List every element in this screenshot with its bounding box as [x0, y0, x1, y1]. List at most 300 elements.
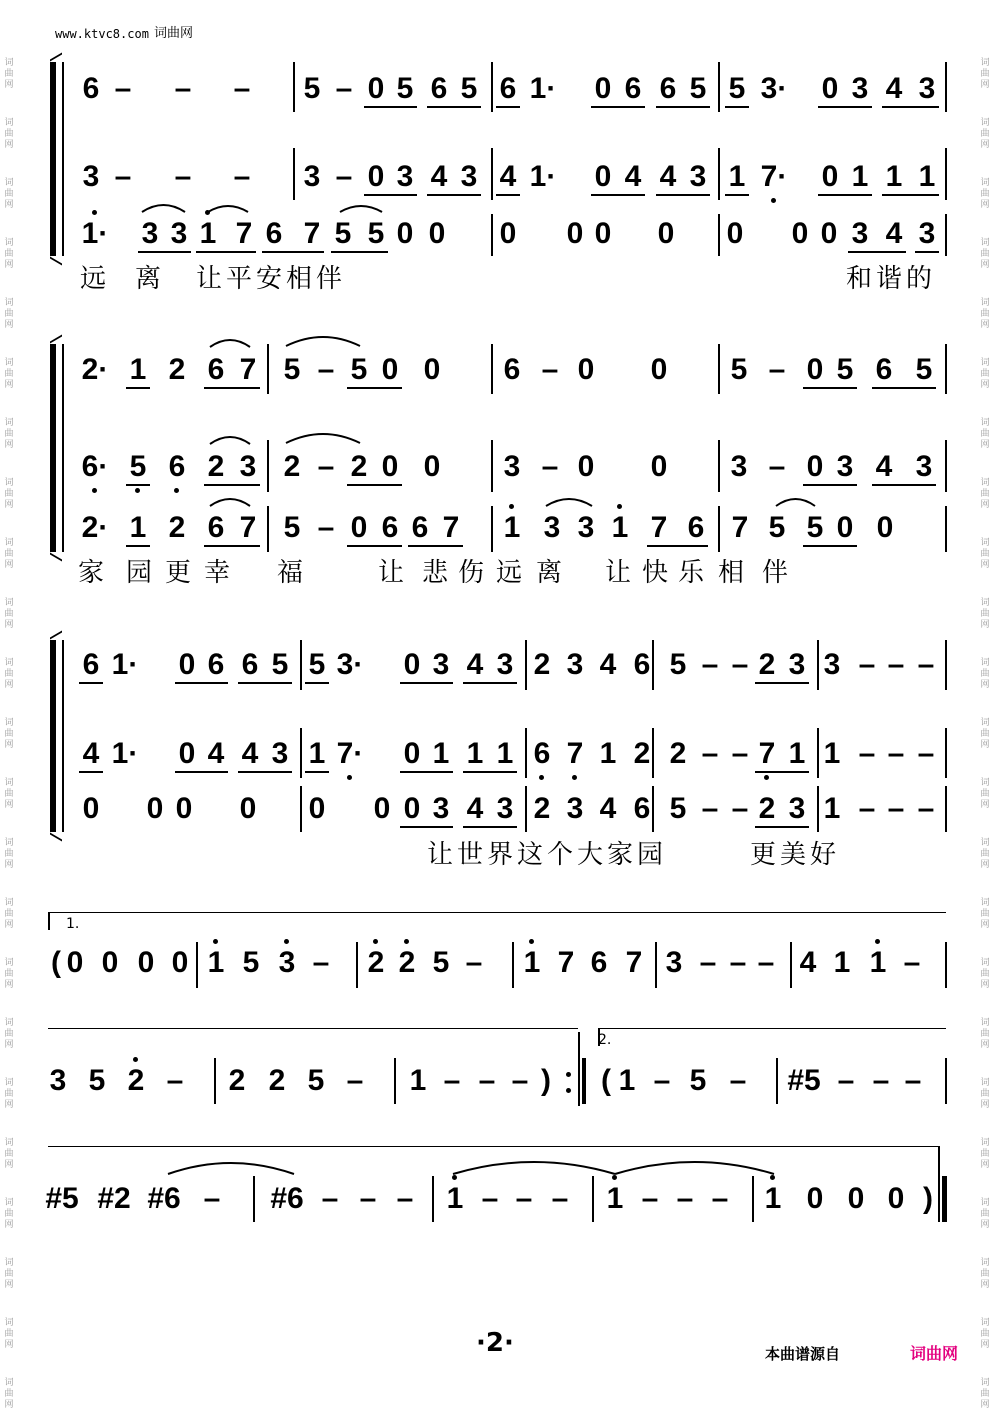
underline-beam	[496, 194, 520, 196]
underline-beam	[803, 484, 857, 486]
note-symbol: 2	[367, 946, 385, 979]
side-watermark: 词 曲 网	[4, 1318, 14, 1350]
note-symbol: –	[711, 1182, 729, 1215]
note-symbol: –	[335, 72, 353, 105]
note-symbol: 6	[533, 737, 551, 770]
bar-line	[196, 942, 198, 988]
note-symbol: 2	[268, 1064, 286, 1097]
bar-line	[652, 728, 654, 778]
note-symbol: –	[904, 1064, 922, 1097]
note-symbol: –	[729, 1064, 747, 1097]
lyric-text: 让	[605, 558, 636, 588]
side-watermark: 词 曲 网	[980, 238, 990, 270]
note-symbol: –	[731, 648, 749, 681]
bar-line	[945, 640, 947, 690]
note-symbol: 2	[633, 737, 651, 770]
bar-line	[718, 214, 720, 256]
bar-line	[945, 942, 947, 988]
note-symbol: 3	[432, 648, 450, 681]
note-symbol: 2	[758, 792, 776, 825]
note-symbol: 2	[168, 511, 186, 544]
underline-beam	[818, 194, 872, 196]
high-octave-dot	[875, 939, 880, 944]
note-symbol: 1	[611, 511, 629, 544]
bar-line	[945, 1058, 947, 1104]
bar-line	[300, 786, 302, 832]
note-symbol: 2	[168, 353, 186, 386]
note-symbol: 5	[308, 648, 326, 681]
side-watermark: 词 曲 网	[4, 598, 14, 630]
note-symbol: 0	[101, 946, 119, 979]
note-symbol: 5	[730, 353, 748, 386]
low-octave-dot	[539, 775, 544, 780]
underline-beam	[591, 106, 645, 108]
lyric-text: 快	[642, 558, 673, 588]
high-octave-dot	[529, 939, 534, 944]
note-symbol: 1	[523, 946, 541, 979]
slur-mark	[208, 206, 248, 212]
note-symbol: 5	[669, 792, 687, 825]
underline-beam	[347, 387, 402, 389]
underline-beam	[79, 682, 103, 684]
note-symbol: 2	[758, 648, 776, 681]
note-symbol: 0	[178, 737, 196, 770]
lyric-text: 家	[78, 558, 109, 588]
side-watermark: 词 曲 网	[980, 418, 990, 450]
note-symbol: 6	[659, 72, 677, 105]
side-watermark: 词 曲 网	[980, 178, 990, 210]
underline-beam	[656, 194, 710, 196]
note-symbol: 1	[918, 160, 936, 193]
note-symbol: 7	[650, 511, 668, 544]
note-symbol: 0	[367, 72, 385, 105]
note-symbol: 3	[82, 160, 100, 193]
low-octave-dot	[174, 488, 179, 493]
slur-mark	[210, 437, 250, 444]
note-symbol: 5	[689, 72, 707, 105]
note-symbol: 6·	[81, 450, 109, 483]
underline-beam	[347, 545, 402, 547]
bar-line	[267, 440, 269, 492]
underline-beam	[872, 484, 936, 486]
note-symbol: 7	[566, 737, 584, 770]
note-symbol: 3	[577, 511, 595, 544]
note-symbol: –	[321, 1182, 339, 1215]
note-symbol: 1·	[111, 648, 139, 681]
note-symbol: 3	[665, 946, 683, 979]
note-symbol: –	[653, 1064, 671, 1097]
note-symbol: 5	[836, 353, 854, 386]
lyric-text: 让	[378, 558, 409, 588]
note-symbol: )	[541, 1064, 551, 1097]
underline-beam	[305, 771, 329, 773]
note-symbol: 5	[350, 353, 368, 386]
note-symbol: 0	[594, 72, 612, 105]
side-watermark: 词 曲 网	[4, 298, 14, 330]
underline-beam	[872, 387, 936, 389]
note-symbol: 6	[875, 353, 893, 386]
bar-line	[267, 344, 269, 394]
note-symbol: –	[768, 450, 786, 483]
note-symbol: 4	[499, 160, 517, 193]
slur-mark	[142, 205, 185, 212]
note-symbol: 7	[239, 353, 257, 386]
low-octave-dot	[572, 775, 577, 780]
staff-rule	[48, 1146, 938, 1147]
note-symbol: 2	[398, 946, 416, 979]
note-symbol: 2·	[81, 353, 109, 386]
side-watermark: 词 曲 网	[4, 118, 14, 150]
note-symbol: #5	[45, 1182, 79, 1215]
bar-line	[214, 1058, 216, 1104]
source-brand: 词曲网	[910, 1344, 959, 1363]
slur-mark	[168, 1163, 294, 1174]
note-symbol: –	[837, 1064, 855, 1097]
note-symbol: 0	[423, 353, 441, 386]
note-symbol: –	[701, 648, 719, 681]
underline-beam	[204, 545, 260, 547]
underline-beam	[463, 682, 517, 684]
note-symbol: 0	[847, 1182, 865, 1215]
high-octave-dot	[770, 1175, 775, 1180]
note-symbol: 4	[799, 946, 817, 979]
note-symbol: 7	[557, 946, 575, 979]
note-symbol: 4	[599, 648, 617, 681]
note-symbol: 2	[533, 792, 551, 825]
lyric-text: 让平安相伴	[196, 264, 347, 294]
underline-beam	[725, 194, 749, 196]
underline-beam	[915, 251, 939, 253]
high-octave-dot	[404, 939, 409, 944]
bar-line	[652, 640, 654, 690]
note-symbol: 1·	[529, 72, 557, 105]
note-symbol: 4	[885, 72, 903, 105]
note-symbol: –	[731, 792, 749, 825]
note-symbol: 0	[403, 737, 421, 770]
bar-line	[253, 1176, 255, 1222]
underline-beam	[427, 106, 481, 108]
note-symbol: 1	[833, 946, 851, 979]
note-symbol: 0	[423, 450, 441, 483]
source-text: 本曲谱源自	[765, 1345, 841, 1363]
note-symbol: 2	[283, 450, 301, 483]
note-symbol: 0	[806, 353, 824, 386]
slur-mark	[286, 434, 360, 443]
note-symbol: 0	[594, 160, 612, 193]
note-symbol: 6	[381, 511, 399, 544]
note-symbol: 3	[49, 1064, 67, 1097]
underline-beam	[126, 387, 150, 389]
note-symbol: 5	[728, 72, 746, 105]
high-octave-dot	[452, 1175, 457, 1180]
note-symbol: 0	[821, 72, 839, 105]
underline-beam	[79, 771, 103, 773]
note-symbol: 5	[915, 353, 933, 386]
side-watermark: 词 曲 网	[4, 838, 14, 870]
note-symbol: 4	[466, 648, 484, 681]
underline-beam	[138, 251, 191, 253]
side-watermark: 词 曲 网	[980, 358, 990, 390]
note-symbol: 4	[599, 792, 617, 825]
note-symbol: 3	[170, 217, 188, 250]
note-symbol: –	[174, 72, 192, 105]
underline-beam	[238, 771, 292, 773]
side-watermark: 词 曲 网	[980, 538, 990, 570]
note-symbol: 3	[836, 450, 854, 483]
side-watermark: 词 曲 网	[980, 658, 990, 690]
side-watermark: 词 曲 网	[980, 778, 990, 810]
note-symbol: 0	[577, 353, 595, 386]
underline-beam	[882, 106, 939, 108]
note-symbol: –	[917, 792, 935, 825]
note-symbol: 0	[396, 217, 414, 250]
note-symbol: –	[887, 648, 905, 681]
note-symbol: (	[51, 946, 61, 979]
note-symbol: –	[317, 353, 335, 386]
note-symbol: 6	[503, 353, 521, 386]
lyric-text: 远	[496, 558, 527, 588]
note-symbol: 6	[590, 946, 608, 979]
note-symbol: 0	[403, 648, 421, 681]
note-symbol: –	[443, 1064, 461, 1097]
note-symbol: –	[917, 648, 935, 681]
underline-beam	[755, 682, 809, 684]
side-watermark: 词 曲 网	[4, 718, 14, 750]
underline-beam	[882, 194, 939, 196]
note-symbol: 0	[175, 792, 193, 825]
note-symbol: 1	[618, 1064, 636, 1097]
note-symbol: )	[923, 1182, 933, 1215]
lyric-text: 更	[165, 558, 196, 588]
note-symbol: 3	[271, 737, 289, 770]
underline-beam	[262, 251, 324, 253]
bar-line	[578, 1032, 580, 1106]
note-symbol: 2	[533, 648, 551, 681]
bar-line	[718, 62, 720, 112]
note-symbol: 5	[242, 946, 260, 979]
underline-beam	[400, 682, 453, 684]
underline-beam	[238, 682, 292, 684]
note-symbol: 0	[820, 217, 838, 250]
bar-line	[945, 440, 947, 492]
note-symbol: 2·	[81, 511, 109, 544]
lyric-text: 福	[277, 558, 308, 588]
note-symbol: 3·	[336, 648, 364, 681]
bar-line	[432, 1176, 434, 1222]
lyric-text: 和谐的	[846, 264, 937, 294]
bar-line	[817, 640, 819, 690]
site-url: www.ktvc8.com	[55, 27, 149, 41]
note-symbol: 5	[396, 72, 414, 105]
note-symbol: 1	[869, 946, 887, 979]
note-symbol: 5	[768, 511, 786, 544]
note-symbol: –	[478, 1064, 496, 1097]
underline-beam	[427, 194, 481, 196]
bracket-hook	[50, 833, 62, 842]
slur-mark	[453, 1162, 615, 1174]
note-symbol: 0	[373, 792, 391, 825]
side-watermark: 词 曲 网	[4, 1018, 14, 1050]
note-symbol: 3	[432, 792, 450, 825]
note-symbol: 2	[127, 1064, 145, 1097]
underline-beam	[305, 682, 329, 684]
repeat-dot	[566, 1088, 571, 1093]
bar-line	[356, 942, 358, 988]
note-symbol: 3	[566, 792, 584, 825]
note-symbol: 5	[460, 72, 478, 105]
high-octave-dot	[617, 504, 622, 509]
note-symbol: 0	[66, 946, 84, 979]
underline-beam	[463, 826, 517, 828]
side-watermark: 词 曲 网	[4, 58, 14, 90]
note-symbol: 3	[918, 72, 936, 105]
note-symbol: 3	[239, 450, 257, 483]
note-symbol: 3	[823, 648, 841, 681]
underline-beam	[408, 545, 463, 547]
note-symbol: 5	[283, 511, 301, 544]
bar-line	[945, 62, 947, 112]
note-symbol: 3	[503, 450, 521, 483]
note-symbol: 3	[918, 217, 936, 250]
slur-mark	[340, 206, 382, 212]
side-watermark: 词 曲 网	[980, 1318, 990, 1350]
note-symbol: 3	[566, 648, 584, 681]
underline-beam	[755, 826, 809, 828]
note-symbol: 5	[307, 1064, 325, 1097]
note-symbol: 3	[543, 511, 561, 544]
bracket-hook	[50, 257, 62, 266]
side-watermark: 词 曲 网	[980, 1378, 990, 1410]
note-symbol: 6	[207, 353, 225, 386]
lyric-text: 更美好	[750, 840, 841, 870]
note-symbol: 3	[278, 946, 296, 979]
note-symbol: –	[317, 450, 335, 483]
slur-mark	[776, 499, 815, 506]
note-symbol: –	[641, 1182, 659, 1215]
system-bracket	[50, 640, 56, 832]
note-symbol: 1	[503, 511, 521, 544]
note-symbol: 7	[758, 737, 776, 770]
side-watermark: 词 曲 网	[980, 1258, 990, 1290]
underline-beam	[204, 484, 260, 486]
high-octave-dot	[133, 1057, 138, 1062]
note-symbol: 3	[141, 217, 159, 250]
volta-second-label: 2.	[598, 1032, 612, 1048]
note-symbol: 1	[823, 737, 841, 770]
page-number: ·2·	[476, 1328, 514, 1358]
underline-beam	[175, 771, 228, 773]
side-watermark: 词 曲 网	[4, 178, 14, 210]
underline-beam	[400, 826, 453, 828]
note-symbol: 1	[764, 1182, 782, 1215]
bar-line	[655, 942, 657, 988]
staff-rule	[598, 1028, 946, 1029]
bar-line	[491, 506, 493, 552]
bar-line	[300, 728, 302, 778]
underline-beam	[364, 194, 417, 196]
system-bracket	[50, 344, 56, 552]
note-symbol: 5	[806, 511, 824, 544]
note-symbol: #2	[97, 1182, 131, 1215]
system-bracket	[50, 62, 56, 256]
note-symbol: 0	[594, 217, 612, 250]
bar-line	[718, 148, 720, 200]
note-symbol: 6	[633, 792, 651, 825]
note-symbol: 0	[350, 511, 368, 544]
note-symbol: 0	[146, 792, 164, 825]
note-symbol: 0	[367, 160, 385, 193]
note-symbol: 1	[432, 737, 450, 770]
note-symbol: 4	[885, 217, 903, 250]
side-watermark: 词 曲 网	[4, 1078, 14, 1110]
bracket-hook	[50, 335, 62, 344]
note-symbol: –	[858, 648, 876, 681]
bar-line	[652, 786, 654, 832]
low-octave-dot	[771, 198, 776, 203]
note-symbol: –	[359, 1182, 377, 1215]
bar-line	[945, 344, 947, 394]
bar-line	[790, 942, 792, 988]
note-symbol: –	[511, 1064, 529, 1097]
note-symbol: –	[174, 160, 192, 193]
bar-line	[945, 728, 947, 778]
bar-line	[525, 728, 527, 778]
note-symbol: –	[465, 946, 483, 979]
note-symbol: 0	[178, 648, 196, 681]
note-symbol: 1	[409, 1064, 427, 1097]
high-octave-dot	[213, 939, 218, 944]
note-symbol: 3	[496, 792, 514, 825]
side-watermark: 词 曲 网	[4, 358, 14, 390]
note-symbol: –	[701, 737, 719, 770]
bar-line	[293, 148, 295, 200]
underline-beam	[848, 251, 906, 253]
note-symbol: 4	[659, 160, 677, 193]
underline-beam	[331, 251, 388, 253]
bar-line	[394, 1058, 396, 1104]
side-watermark: 词 曲 网	[4, 1138, 14, 1170]
note-symbol: 6	[411, 511, 429, 544]
note-symbol: 0	[726, 217, 744, 250]
side-watermark: 词 曲 网	[4, 238, 14, 270]
note-symbol: 1	[851, 160, 869, 193]
note-symbol: 5	[271, 648, 289, 681]
side-watermark: 词 曲 网	[980, 1138, 990, 1170]
bar-line	[718, 344, 720, 394]
note-symbol: 0	[499, 217, 517, 250]
note-symbol: 1	[823, 792, 841, 825]
note-symbol: 0	[171, 946, 189, 979]
note-symbol: 3·	[760, 72, 788, 105]
side-watermark: 词 曲 网	[4, 1258, 14, 1290]
side-watermark: 词 曲 网	[980, 478, 990, 510]
note-symbol: –	[114, 160, 132, 193]
underline-beam	[725, 106, 749, 108]
note-symbol: 6	[207, 648, 225, 681]
high-octave-dot	[205, 210, 210, 215]
side-watermark: 词 曲 网	[4, 1198, 14, 1230]
system-start-line	[62, 344, 64, 552]
note-symbol: –	[903, 946, 921, 979]
note-symbol: 1	[466, 737, 484, 770]
bar-line	[776, 1058, 778, 1104]
side-watermark: 词 曲 网	[980, 958, 990, 990]
side-watermark: 词 曲 网	[4, 898, 14, 930]
bar-line	[491, 214, 493, 256]
note-symbol: –	[731, 737, 749, 770]
note-symbol: 6	[687, 511, 705, 544]
note-symbol: 3	[788, 648, 806, 681]
